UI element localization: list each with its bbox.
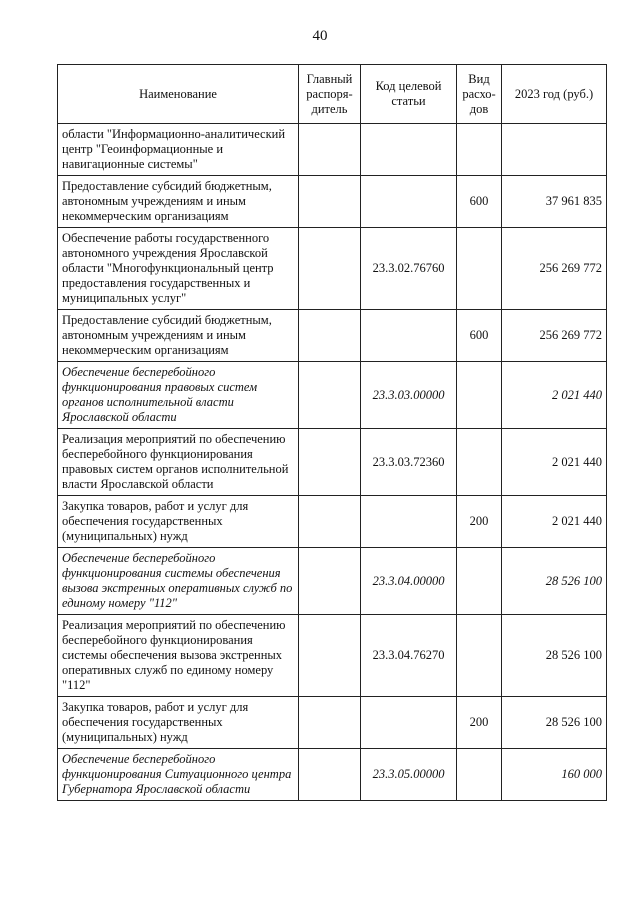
row-main-manager — [299, 310, 361, 362]
table-body — [58, 124, 607, 801]
budget-table — [57, 64, 607, 801]
row-name: Реализация мероприятий по обеспечению бесперебойного функционирования системы обеспечения вызова экстренных оперативных служб по единому номеру "112" — [58, 615, 299, 697]
row-target-code — [361, 496, 457, 548]
row-main-manager — [299, 615, 361, 697]
row-target-code: 23.3.03.72360 — [361, 429, 457, 496]
row-main-manager — [299, 176, 361, 228]
table-row — [58, 228, 607, 310]
row-name: Обеспечение работы государственного автономного учреждения Ярославской области "Многофункциональный центр предоставления государственных и муниципальных услуг" — [58, 228, 299, 310]
row-main-manager — [299, 749, 361, 801]
row-target-code: 23.3.05.00000 — [361, 749, 457, 801]
row-amount: 37 961 835 — [502, 176, 607, 228]
row-target-code: 23.3.02.76760 — [361, 228, 457, 310]
row-amount: 28 526 100 — [502, 697, 607, 749]
row-name: области "Информационно-аналитический центр "Геоинформационные и навигационные системы" — [58, 124, 299, 176]
table-row — [58, 176, 607, 228]
row-amount: 256 269 772 — [502, 228, 607, 310]
row-main-manager — [299, 124, 361, 176]
table-header-row — [58, 65, 607, 124]
table-row — [58, 429, 607, 496]
row-name: Обеспечение бесперебойного функционирования Ситуационного центра Губернатора Ярославской области — [58, 749, 299, 801]
table-row — [58, 124, 607, 176]
row-main-manager — [299, 697, 361, 749]
row-expense-type: 200 — [457, 496, 502, 548]
row-name: Реализация мероприятий по обеспечению бесперебойного функционирования правовых систем органов исполнительной власти Ярославской области — [58, 429, 299, 496]
row-expense-type: 600 — [457, 310, 502, 362]
header-expense-type: Вид расхо-дов — [457, 65, 502, 124]
row-amount: 160 000 — [502, 749, 607, 801]
row-amount — [502, 124, 607, 176]
row-amount: 2 021 440 — [502, 429, 607, 496]
table-row — [58, 697, 607, 749]
row-expense-type — [457, 548, 502, 615]
row-amount: 28 526 100 — [502, 615, 607, 697]
row-main-manager — [299, 548, 361, 615]
row-expense-type — [457, 362, 502, 429]
row-expense-type — [457, 615, 502, 697]
row-name: Закупка товаров, работ и услуг для обеспечения государственных (муниципальных) нужд — [58, 496, 299, 548]
row-main-manager — [299, 429, 361, 496]
table-row — [58, 310, 607, 362]
row-amount: 2 021 440 — [502, 496, 607, 548]
row-name: Обеспечение бесперебойного функционирования системы обеспечения вызова экстренных оперативных служб по единому номеру "112" — [58, 548, 299, 615]
row-target-code: 23.3.04.76270 — [361, 615, 457, 697]
row-amount: 256 269 772 — [502, 310, 607, 362]
table-row — [58, 615, 607, 697]
row-target-code — [361, 697, 457, 749]
row-main-manager — [299, 228, 361, 310]
row-target-code — [361, 124, 457, 176]
row-target-code — [361, 176, 457, 228]
header-target-code: Код целевой статьи — [361, 65, 457, 124]
row-target-code — [361, 310, 457, 362]
row-name: Закупка товаров, работ и услуг для обеспечения государственных (муниципальных) нужд — [58, 697, 299, 749]
row-amount: 2 021 440 — [502, 362, 607, 429]
row-expense-type: 600 — [457, 176, 502, 228]
row-expense-type: 200 — [457, 697, 502, 749]
row-target-code: 23.3.04.00000 — [361, 548, 457, 615]
row-main-manager — [299, 496, 361, 548]
row-expense-type — [457, 429, 502, 496]
row-name: Обеспечение бесперебойного функционирования правовых систем органов исполнительной власти Ярославской области — [58, 362, 299, 429]
page-number: 40 — [312, 28, 328, 44]
table-row — [58, 749, 607, 801]
row-name: Предоставление субсидий бюджетным, автономным учреждениям и иным некоммерческим организациям — [58, 176, 299, 228]
table-row — [58, 496, 607, 548]
header-year-amount: 2023 год (руб.) — [502, 65, 607, 124]
row-target-code: 23.3.03.00000 — [361, 362, 457, 429]
row-amount: 28 526 100 — [502, 548, 607, 615]
row-expense-type — [457, 228, 502, 310]
header-main-manager: Главный распоря-дитель — [299, 65, 361, 124]
table-row — [58, 548, 607, 615]
row-name: Предоставление субсидий бюджетным, автономным учреждениям и иным некоммерческим организациям — [58, 310, 299, 362]
row-main-manager — [299, 362, 361, 429]
header-name: Наименование — [58, 65, 299, 124]
table-row — [58, 362, 607, 429]
row-expense-type — [457, 749, 502, 801]
row-expense-type — [457, 124, 502, 176]
